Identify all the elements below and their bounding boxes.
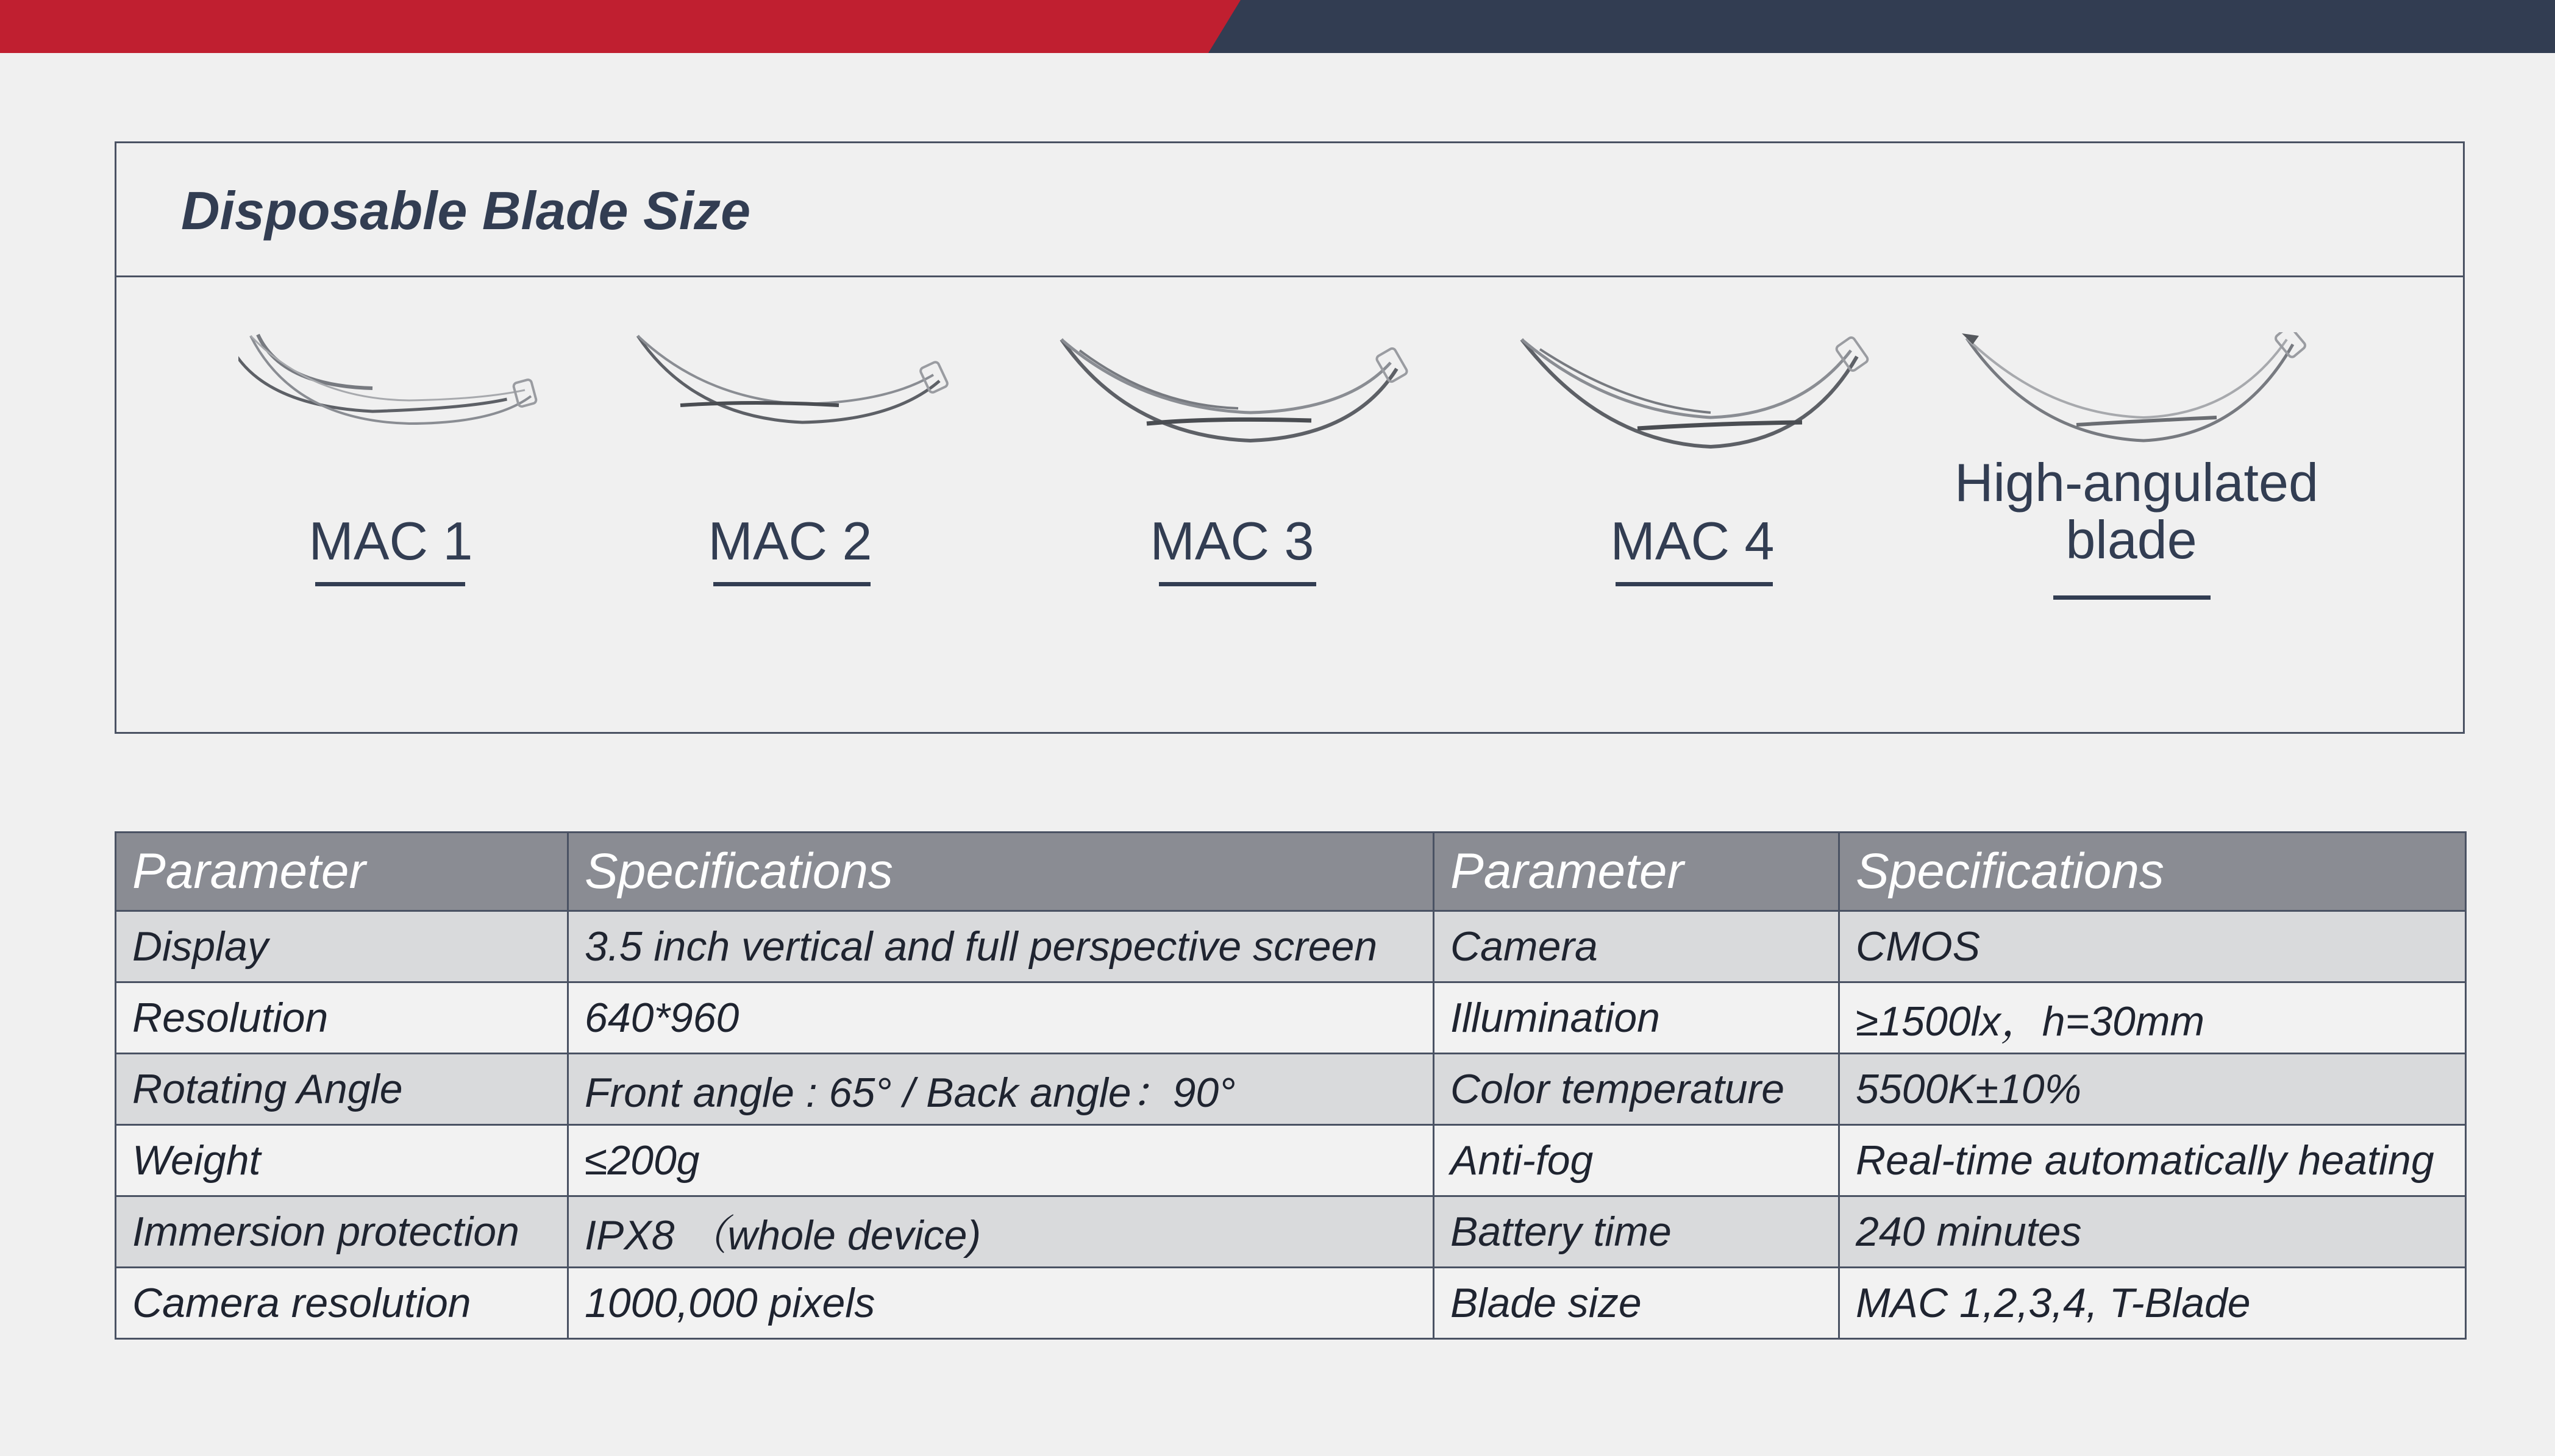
table-row bbox=[116, 1054, 2466, 1125]
table-cell: Rotating Angle bbox=[116, 1054, 568, 1125]
blade-panel-header bbox=[116, 143, 2463, 277]
blade-label-mac-1: MAC 1 bbox=[308, 511, 473, 571]
blade-label-mac-4: MAC 4 bbox=[1610, 511, 1775, 571]
table-row bbox=[116, 1196, 2466, 1268]
table-cell: Display bbox=[116, 911, 568, 982]
table-cell: Resolution bbox=[116, 982, 568, 1054]
table-cell: Weight bbox=[116, 1125, 568, 1196]
blade-underline-high-angulated bbox=[2053, 595, 2211, 600]
header-specifications-2: Specifications bbox=[1839, 833, 2466, 911]
blade-item-mac-4 bbox=[1516, 332, 1869, 649]
table-cell: 240 minutes bbox=[1839, 1196, 2466, 1268]
table-row bbox=[116, 982, 2466, 1054]
blade-label-mac-3: MAC 3 bbox=[1150, 511, 1314, 571]
table-cell: MAC 1,2,3,4, T-Blade bbox=[1839, 1268, 2466, 1339]
blade-underline-mac-4 bbox=[1616, 582, 1773, 586]
table-cell: Immersion protection bbox=[116, 1196, 568, 1268]
mac-4-blade-icon bbox=[1516, 332, 1869, 466]
table-cell: Real-time automatically heating bbox=[1839, 1125, 2466, 1196]
blade-item-high-angulated bbox=[1955, 332, 2318, 686]
table-cell: ≥1500lx，h=30mm bbox=[1839, 982, 2466, 1054]
table-cell: 1000,000 pixels bbox=[568, 1268, 1434, 1339]
high-angulated-blade-icon bbox=[1955, 332, 2308, 466]
table-cell: 3.5 inch vertical and full perspective screen bbox=[568, 911, 1434, 982]
blade-underline-mac-2 bbox=[713, 582, 871, 586]
blade-item-mac-2 bbox=[632, 332, 949, 649]
table-cell: Battery time bbox=[1434, 1196, 1839, 1268]
blade-label-line-2: blade bbox=[2065, 510, 2197, 570]
table-cell: Camera resolution bbox=[116, 1268, 568, 1339]
header-specifications-1: Specifications bbox=[568, 833, 1434, 911]
blade-size-panel bbox=[115, 141, 2465, 734]
blade-label-line-1: High-angulated bbox=[1955, 452, 2318, 513]
blade-underline-mac-3 bbox=[1159, 582, 1316, 586]
spec-table bbox=[115, 831, 2467, 1340]
table-cell: CMOS bbox=[1839, 911, 2466, 982]
mac-2-blade-icon bbox=[632, 332, 949, 454]
table-row bbox=[116, 1268, 2466, 1339]
table-cell: Front angle : 65° / Back angle：90° bbox=[568, 1054, 1434, 1125]
table-cell: Illumination bbox=[1434, 982, 1839, 1054]
table-cell: 640*960 bbox=[568, 982, 1434, 1054]
mac-3-blade-icon bbox=[1055, 332, 1409, 466]
table-cell: Blade size bbox=[1434, 1268, 1839, 1339]
spec-table-header-row bbox=[116, 833, 2466, 911]
top-accent-bar bbox=[0, 0, 2555, 53]
table-cell: Color temperature bbox=[1434, 1054, 1839, 1125]
table-cell: 5500K±10% bbox=[1839, 1054, 2466, 1125]
table-cell: Anti-fog bbox=[1434, 1125, 1839, 1196]
blade-panel-title: Disposable Blade Size bbox=[181, 180, 751, 241]
blade-item-mac-1 bbox=[238, 332, 543, 649]
blade-label-mac-2: MAC 2 bbox=[708, 511, 872, 571]
table-row bbox=[116, 911, 2466, 982]
table-cell: IPX8 （whole device) bbox=[568, 1196, 1434, 1268]
table-row bbox=[116, 1125, 2466, 1196]
header-parameter-1: Parameter bbox=[116, 833, 568, 911]
header-parameter-2: Parameter bbox=[1434, 833, 1839, 911]
blade-label-high-angulated bbox=[1955, 452, 2318, 570]
table-cell: Camera bbox=[1434, 911, 1839, 982]
blade-underline-mac-1 bbox=[315, 582, 465, 586]
mac-1-blade-icon bbox=[238, 332, 543, 454]
table-cell: ≤200g bbox=[568, 1125, 1434, 1196]
blade-item-mac-3 bbox=[1055, 332, 1409, 649]
